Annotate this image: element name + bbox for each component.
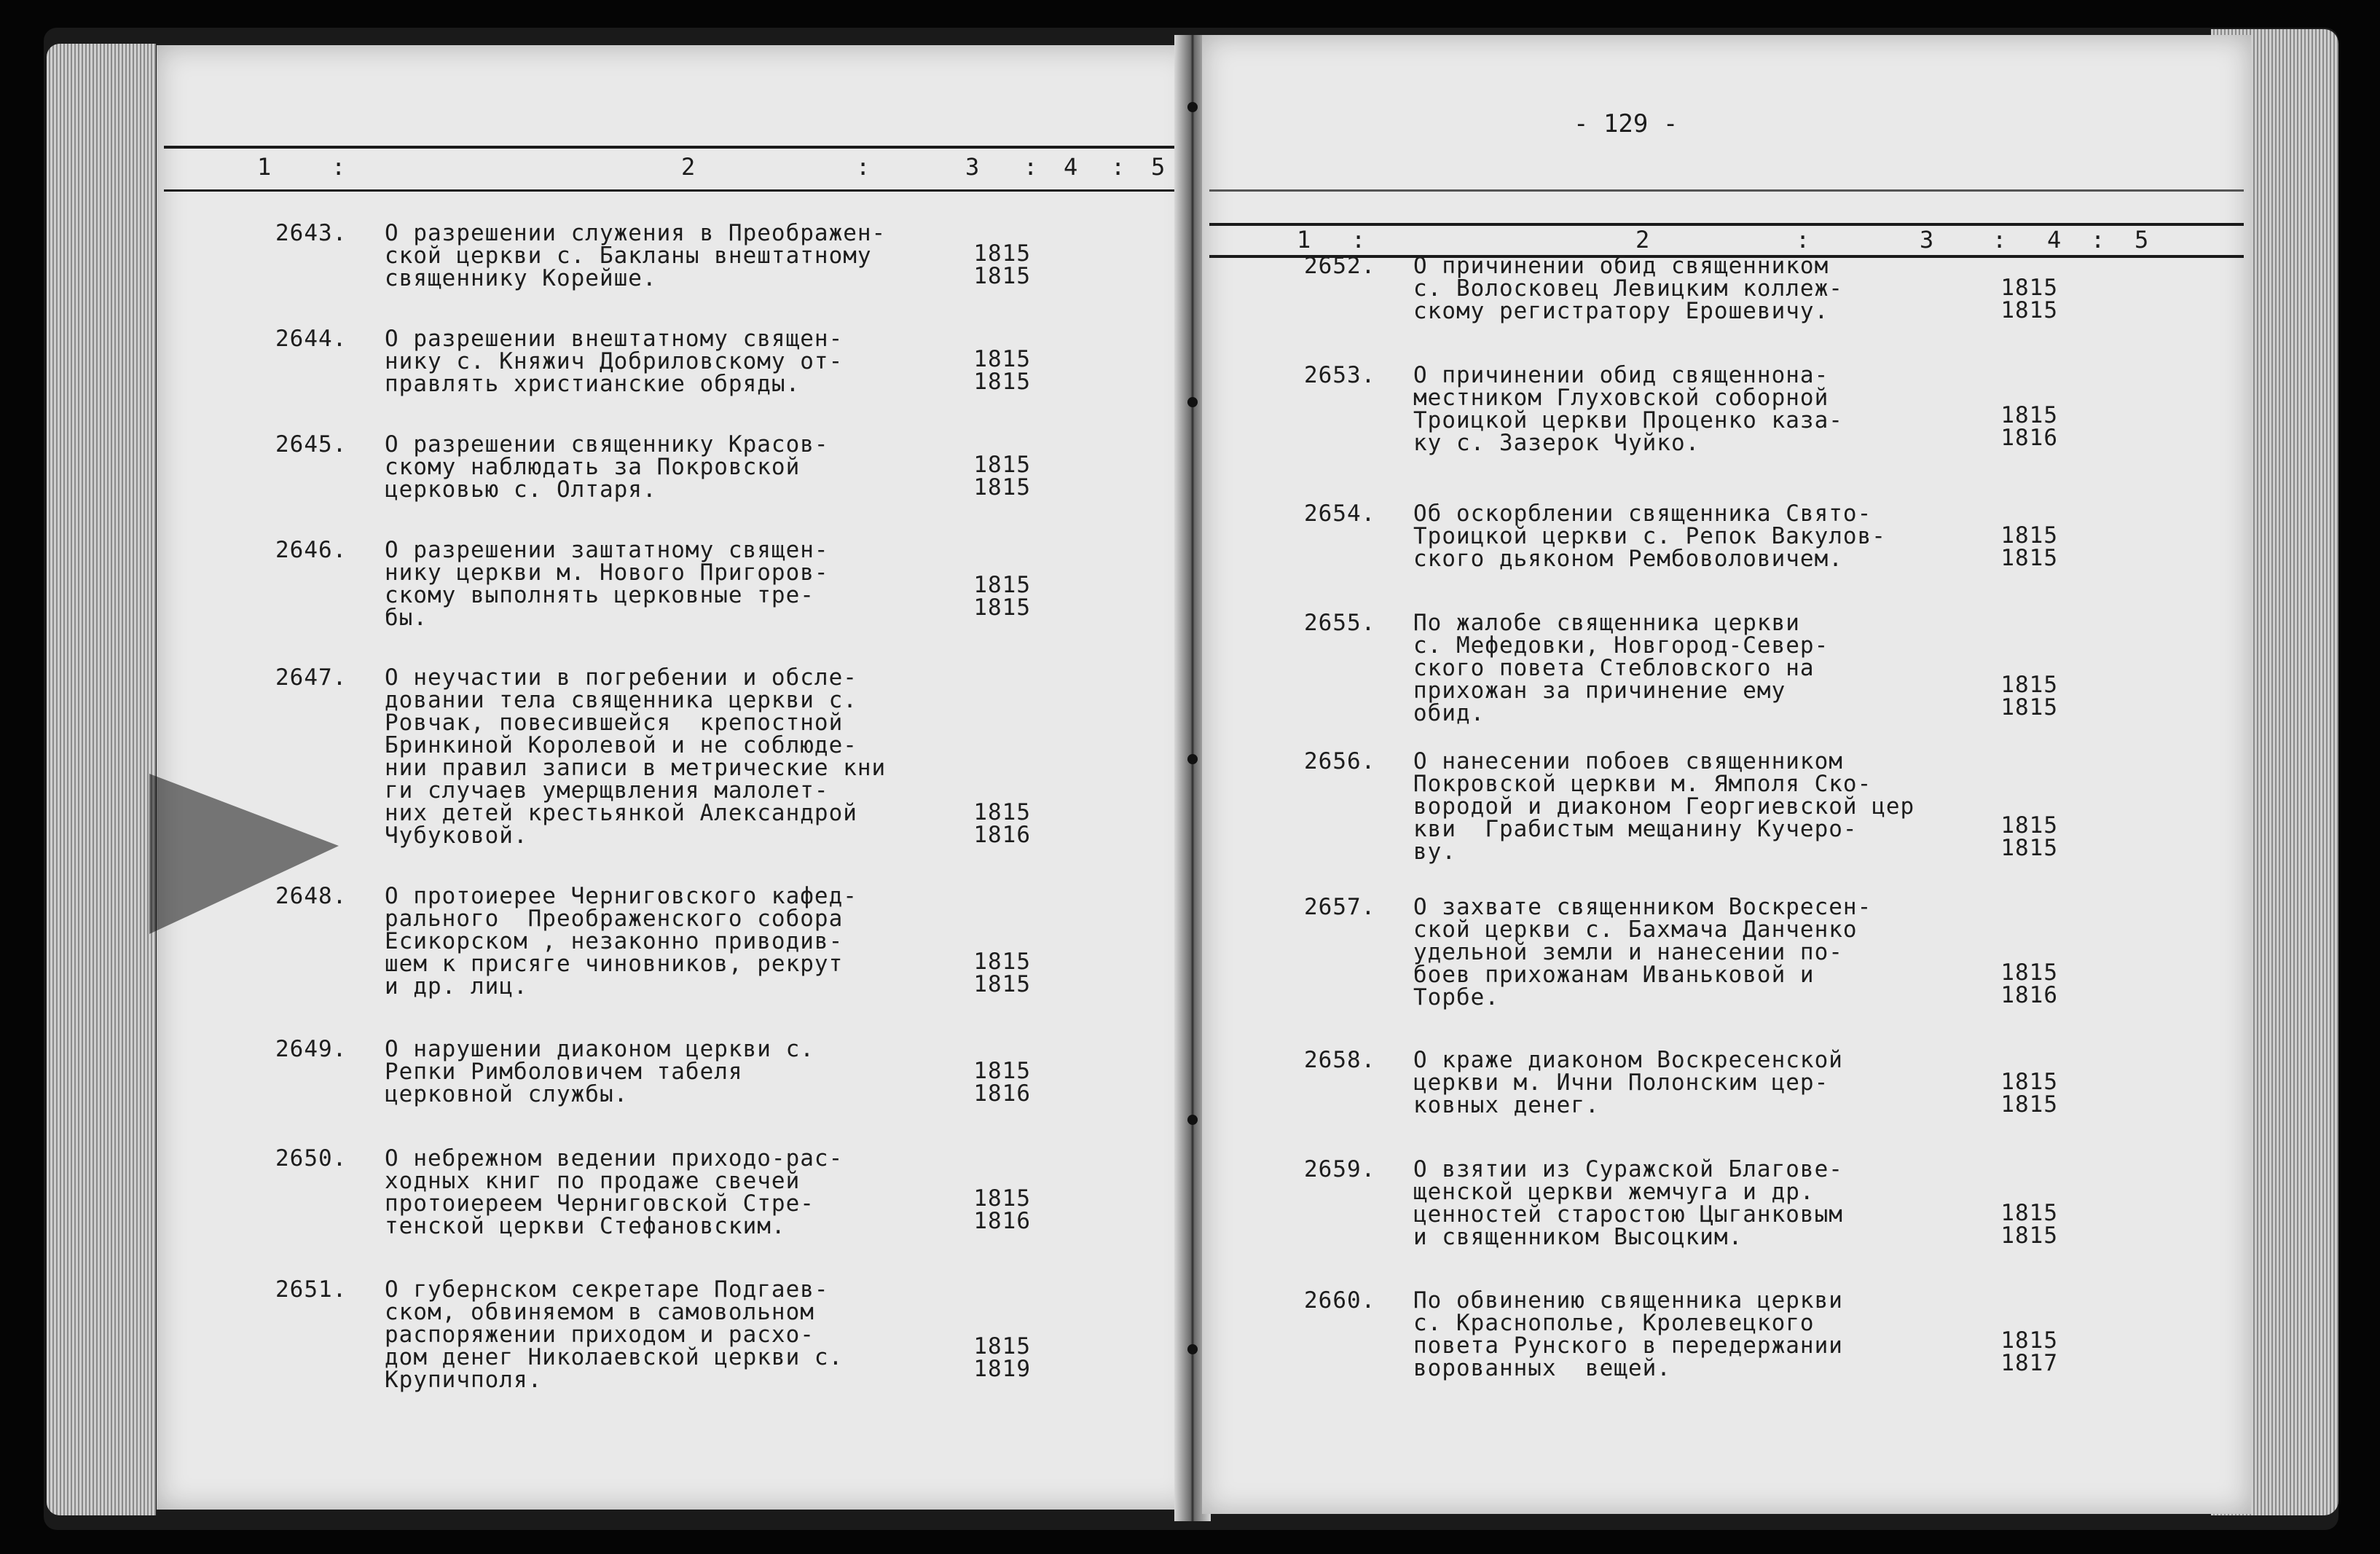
entry-text-line: протоиереем Черниговской Стре- xyxy=(385,1190,814,1217)
entry-text-line: ходных книг по продаже свечей xyxy=(385,1168,801,1194)
entry-text-line: О причинении обид священником xyxy=(1413,253,1829,279)
left-page-edges xyxy=(47,44,156,1515)
entry-number: 2648. xyxy=(275,883,347,909)
entry-text-line: О разрешении заштатному священ- xyxy=(385,537,829,563)
entry-number: 2652. xyxy=(1304,253,1376,279)
entry-description xyxy=(385,328,851,396)
entry-description xyxy=(385,220,887,291)
entry-text-line: них детей крестьянкой Александрой xyxy=(385,800,857,826)
col-header-2: 2 xyxy=(1635,226,1650,254)
col-separator: : xyxy=(1796,226,1810,254)
entry-text-line: повета Рунского в передержании xyxy=(1413,1333,1843,1359)
entry-text-line: О нарушении диаконом церкви с. xyxy=(385,1036,814,1062)
entry-text-line: скому регистратору Ерошевичу. xyxy=(1413,298,1829,324)
entry-date-range xyxy=(951,454,1031,499)
entry-number: 2644. xyxy=(275,326,347,352)
entry-description xyxy=(1413,748,1915,865)
entry-text-line: и др. лиц. xyxy=(385,973,528,1000)
col-header-5: 5 xyxy=(2134,226,2149,254)
entry-number: 2654. xyxy=(1304,501,1376,527)
entry-text-line: ковных денег. xyxy=(1413,1092,1600,1118)
entry-text-line: удельной земли и нанесении по- xyxy=(1413,939,1843,965)
end-year: 1815 xyxy=(2000,1223,2058,1249)
end-year: 1815 xyxy=(2000,1091,2058,1118)
entry-description xyxy=(385,1038,851,1106)
entry-text-line: обид. xyxy=(1413,700,1485,726)
start-year: 1815 xyxy=(973,346,1031,372)
start-year: 1815 xyxy=(2000,1200,2058,1226)
page-number: - 129 - xyxy=(1574,109,1678,138)
end-year: 1815 xyxy=(2000,297,2058,323)
header-rule xyxy=(164,146,1187,149)
entry-number: 2650. xyxy=(275,1145,347,1172)
start-year: 1815 xyxy=(2000,960,2058,986)
entry-number: 2656. xyxy=(1304,748,1376,774)
entry-date-range xyxy=(951,1185,1031,1234)
end-year: 1816 xyxy=(973,1208,1031,1234)
entry-text-line: ворованных вещей. xyxy=(1413,1355,1671,1381)
col-header-2: 2 xyxy=(681,153,696,181)
entry-text-line: Покровской церкви м. Ямполя Ско- xyxy=(1413,771,1872,797)
entry-description xyxy=(1413,896,1880,1009)
entry-description xyxy=(385,664,887,849)
col-header-4: 4 xyxy=(2047,226,2062,254)
entry-text-line: ской церкви с. Бахмача Данченко xyxy=(1413,917,1858,943)
entry-date-range xyxy=(1978,522,2058,571)
entry-text-line: прихожан за причинение ему xyxy=(1413,678,1786,704)
entry-text-line: По жалобе священника церкви xyxy=(1413,610,1800,636)
entry-date-range xyxy=(951,1060,1031,1105)
entry-text-line: О краже диаконом Воскресенской xyxy=(1413,1047,1843,1073)
entry-text-line: ском, обвиняемом в самовольном xyxy=(385,1299,814,1325)
entry-text-line: с. Мефедовки, Новгород-Север- xyxy=(1413,632,1829,659)
start-year: 1815 xyxy=(2000,672,2058,698)
entry-date-range xyxy=(951,1335,1031,1381)
binding-stitch xyxy=(1187,1115,1198,1125)
entry-description xyxy=(1413,255,1880,323)
start-year: 1815 xyxy=(973,949,1031,975)
entry-text-line: ценностей старостою Цыганковым xyxy=(1413,1201,1843,1228)
start-year: 1815 xyxy=(973,572,1031,598)
binding-stitch xyxy=(1187,1344,1198,1354)
end-year: 1815 xyxy=(2000,545,2058,571)
end-year: 1816 xyxy=(973,1080,1031,1107)
col-separator: : xyxy=(1111,153,1126,181)
entry-text-line: церковью с. Олтаря. xyxy=(385,476,657,503)
entry-text-line: О нанесении побоев священником xyxy=(1413,748,1843,774)
entry-date-range xyxy=(1978,404,2058,450)
entry-text-line: ги случаев умерщвления малолет- xyxy=(385,777,829,804)
start-year: 1815 xyxy=(973,240,1031,267)
entry-description xyxy=(1413,1158,1880,1249)
entry-number: 2653. xyxy=(1304,362,1376,388)
entry-text-line: и священником Высоцким. xyxy=(1413,1224,1743,1250)
binding-stitch xyxy=(1187,397,1198,407)
entry-number: 2643. xyxy=(275,220,347,246)
end-year: 1816 xyxy=(973,822,1031,848)
entry-description xyxy=(1413,612,1880,725)
entry-text-line: кви Грабистым мещанину Кучеро- xyxy=(1413,816,1858,842)
entry-text-line: ву. xyxy=(1413,839,1456,865)
entry-text-line: с. Волосковец Левицким коллеж- xyxy=(1413,275,1843,302)
entry-text-line: ского повета Стебловского на xyxy=(1413,655,1815,681)
start-year: 1815 xyxy=(2000,1327,2058,1354)
entry-text-line: Торбе. xyxy=(1413,984,1499,1011)
end-year: 1815 xyxy=(973,971,1031,997)
entry-text-line: О небрежном ведении приходо-рас- xyxy=(385,1145,844,1172)
binding-stitch xyxy=(1187,102,1198,112)
start-year: 1815 xyxy=(2000,1069,2058,1095)
entry-text-line: нику церкви м. Нового Пригоров- xyxy=(385,560,829,586)
header-rule xyxy=(1209,189,2244,192)
entry-date-range xyxy=(1978,1327,2058,1376)
entry-date-range xyxy=(951,801,1031,847)
entry-text-line: О губернском секретаре Подгаев- xyxy=(385,1276,829,1303)
entry-text-line: Ровчак, повесившейся крепостной xyxy=(385,710,844,736)
entry-description xyxy=(385,883,857,1000)
col-header-1: 1 xyxy=(257,153,272,181)
entry-number: 2647. xyxy=(275,664,347,691)
entry-number: 2660. xyxy=(1304,1287,1376,1314)
catalog-entry xyxy=(1304,1287,2178,1508)
entry-number: 2649. xyxy=(275,1036,347,1062)
entry-date-range xyxy=(1978,674,2058,719)
entry-date-range xyxy=(1978,1071,2058,1116)
entry-text-line: Троицкой церкви с. Репок Вакулов- xyxy=(1413,523,1886,549)
entry-number: 2657. xyxy=(1304,894,1376,920)
catalog-entry xyxy=(275,1276,1150,1497)
entry-text-line: шем к присяге чиновников, рекрут xyxy=(385,951,844,977)
entry-description xyxy=(385,433,851,501)
col-separator: : xyxy=(1351,226,1366,254)
end-year: 1815 xyxy=(973,594,1031,621)
entry-text-line: Крупичполя. xyxy=(385,1367,543,1393)
entry-text-line: О разрешении служения в Преображен- xyxy=(385,220,887,246)
entry-date-range xyxy=(1978,812,2058,861)
entry-description xyxy=(1413,364,1880,455)
entry-text-line: О разрешении внештатному священ- xyxy=(385,326,844,352)
entry-text-line: Бринкиной Королевой и не соблюде- xyxy=(385,732,857,758)
entry-number: 2655. xyxy=(1304,610,1376,636)
end-year: 1815 xyxy=(2000,694,2058,721)
entry-number: 2651. xyxy=(275,1276,347,1303)
end-year: 1819 xyxy=(973,1356,1031,1382)
start-year: 1815 xyxy=(2000,402,2058,428)
entry-date-range xyxy=(1978,277,2058,322)
start-year: 1815 xyxy=(973,1185,1031,1212)
binding-stitch xyxy=(1187,754,1198,764)
entry-text-line: По обвинению священника церкви xyxy=(1413,1287,1843,1314)
start-year: 1815 xyxy=(973,1058,1031,1084)
col-separator: : xyxy=(1024,153,1038,181)
end-year: 1815 xyxy=(2000,835,2058,861)
start-year: 1815 xyxy=(973,1333,1031,1359)
end-year: 1815 xyxy=(973,263,1031,289)
entry-text-line: Об оскорблении священника Свято- xyxy=(1413,501,1872,527)
entry-text-line: Чубуковой. xyxy=(385,823,528,849)
entry-text-line: О взятии из Суражской Благове- xyxy=(1413,1156,1843,1182)
entry-date-range xyxy=(1978,1202,2058,1247)
entry-text-line: О неучастии в погребении и обсле- xyxy=(385,664,857,691)
right-page xyxy=(1202,35,2251,1514)
entry-text-line: довании тела священника церкви с. xyxy=(385,687,857,713)
entry-text-line: ку с. Зазерок Чуйко. xyxy=(1413,430,1700,456)
entry-date-range xyxy=(1978,962,2058,1007)
entry-text-line: щенской церкви жемчуга и др. xyxy=(1413,1179,1815,1205)
entry-text-line: церкви м. Ични Полонским цер- xyxy=(1413,1070,1829,1096)
left-page xyxy=(157,45,1195,1510)
end-year: 1816 xyxy=(2000,982,2058,1008)
col-header-5: 5 xyxy=(1151,153,1166,181)
entry-description xyxy=(385,1147,851,1238)
entry-number: 2645. xyxy=(275,431,347,458)
entry-text-line: рального Преображенского собора xyxy=(385,906,844,932)
entry-date-range xyxy=(951,951,1031,996)
entry-date-range xyxy=(951,574,1031,619)
catalog-entry xyxy=(275,664,1150,885)
entry-text-line: местником Глуховской соборной xyxy=(1413,385,1829,411)
entry-text-line: церковной службы. xyxy=(385,1081,629,1107)
entry-description xyxy=(385,1276,851,1393)
end-year: 1816 xyxy=(2000,425,2058,451)
entry-description xyxy=(385,539,851,629)
col-header-4: 4 xyxy=(1064,153,1078,181)
entry-text-line: ского дьяконом Рембоволовичем. xyxy=(1413,546,1843,572)
col-header-3: 3 xyxy=(1920,226,1934,254)
start-year: 1815 xyxy=(2000,522,2058,549)
entry-text-line: ской церкви с. Бакланы внештатному xyxy=(385,243,872,269)
col-header-3: 3 xyxy=(965,153,980,181)
col-header-1: 1 xyxy=(1297,226,1311,254)
entry-text-line: Репки Римболовичем табеля xyxy=(385,1059,743,1085)
entry-text-line: священнику Корейше. xyxy=(385,265,657,291)
end-year: 1815 xyxy=(973,369,1031,395)
col-separator: : xyxy=(331,153,346,181)
entry-text-line: дом денег Николаевской церкви с. xyxy=(385,1344,844,1370)
entry-text-line: правлять христианские обряды. xyxy=(385,371,801,397)
entry-text-line: распоряжении приходом и расхо- xyxy=(385,1322,814,1348)
entry-text-line: О разрешении священнику Красов- xyxy=(385,431,829,458)
start-year: 1815 xyxy=(973,799,1031,825)
end-year: 1815 xyxy=(973,474,1031,501)
entry-description xyxy=(1413,501,1886,572)
end-year: 1817 xyxy=(2000,1350,2058,1376)
start-year: 1815 xyxy=(973,452,1031,478)
entry-text-line: вородой и диаконом Георгиевской цер xyxy=(1413,793,1915,820)
entry-text-line: боев прихожанам Иваньковой и xyxy=(1413,962,1815,988)
entry-number: 2646. xyxy=(275,537,347,563)
entry-number: 2658. xyxy=(1304,1047,1376,1073)
entry-text-line: с. Краснополье, Кролевецкого xyxy=(1413,1310,1815,1336)
entry-number: 2659. xyxy=(1304,1156,1376,1182)
entry-text-line: нику с. Княжич Добриловскому от- xyxy=(385,348,844,374)
entry-date-range xyxy=(951,348,1031,393)
col-separator: : xyxy=(2091,226,2105,254)
entry-text-line: О захвате священником Воскресен- xyxy=(1413,894,1872,920)
entry-text-line: скому наблюдать за Покровской xyxy=(385,454,801,480)
col-separator: : xyxy=(1992,226,2007,254)
entry-description xyxy=(1413,1049,1880,1117)
entry-text-line: скому выполнять церковные тре- xyxy=(385,582,814,608)
start-year: 1815 xyxy=(2000,812,2058,839)
entry-text-line: Есикорском , незаконно приводив- xyxy=(385,928,844,954)
entry-text-line: нии правил записи в метрические кни xyxy=(385,755,887,781)
entry-text-line: бы. xyxy=(385,605,428,631)
entry-description xyxy=(1413,1287,1880,1381)
col-separator: : xyxy=(856,153,871,181)
entry-text-line: О протоиерее Черниговского кафед- xyxy=(385,883,857,909)
header-rule-bottom xyxy=(164,189,1187,192)
entry-text-line: Троицкой церкви Проценко каза- xyxy=(1413,407,1843,433)
start-year: 1815 xyxy=(2000,275,2058,301)
entry-text-line: О причинении обид священнона- xyxy=(1413,362,1829,388)
entry-date-range xyxy=(951,240,1031,289)
entry-text-line: тенской церкви Стефановским. xyxy=(385,1213,786,1239)
